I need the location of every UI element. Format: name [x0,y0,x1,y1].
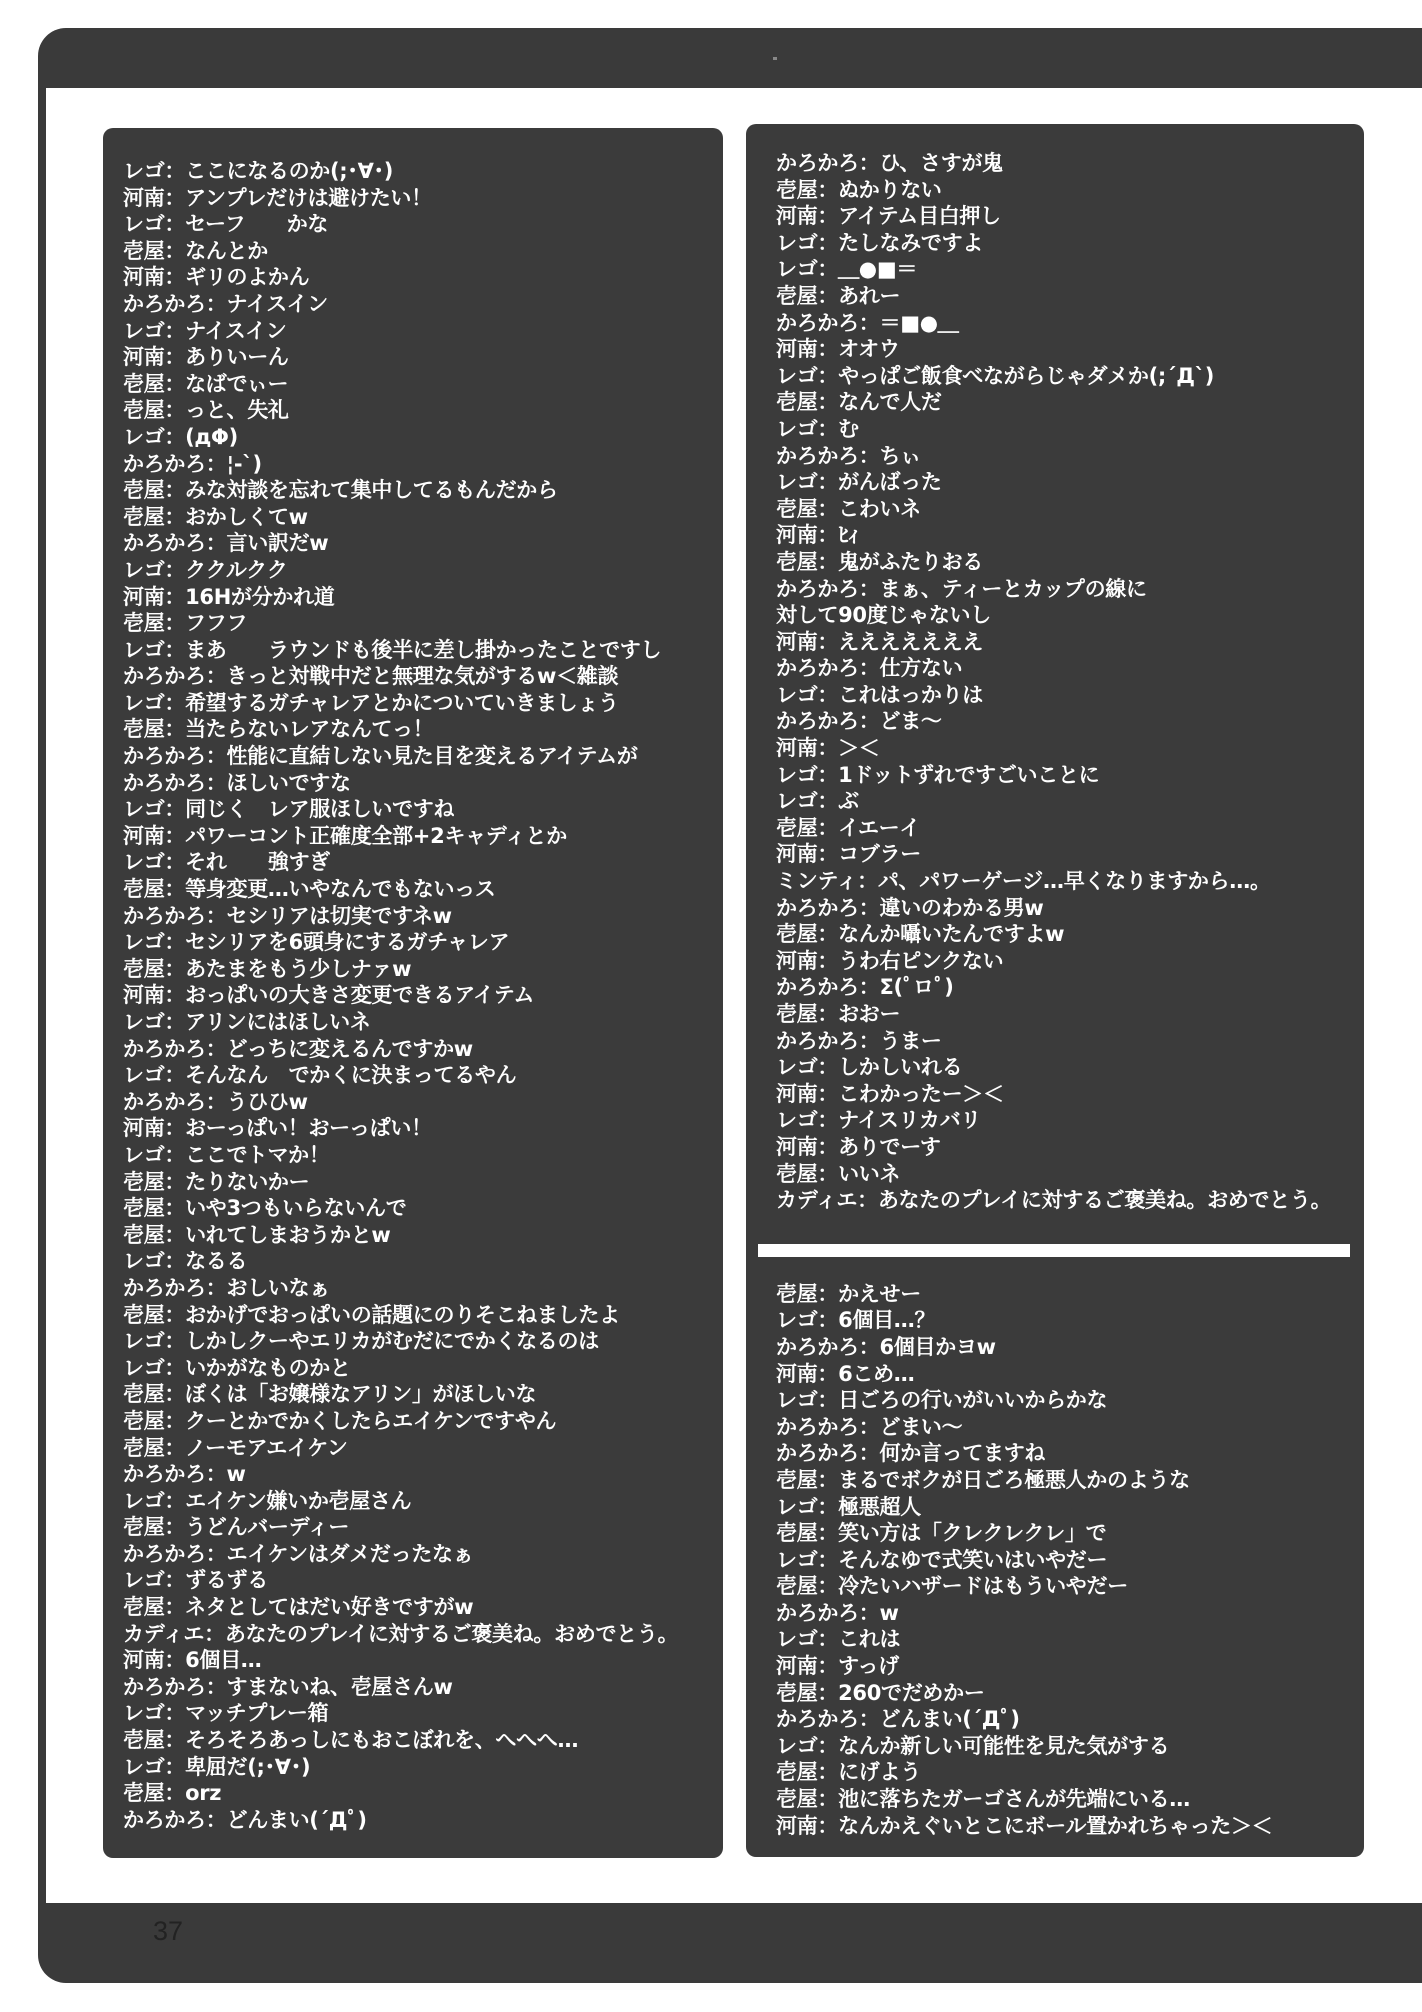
chat-line: レゴ：しかしいれる [776,1055,963,1080]
chat-line: かろかろ：言い訳だw [123,531,329,556]
chat-line: 壱屋：笑い方は「クレクレクレ」で [776,1521,1107,1546]
chat-line: 河南：16Hが分かれ道 [123,584,335,609]
chat-line: かろかろ：うひひw [123,1089,308,1114]
chat-line: レゴ：ここでトマか！ [123,1142,330,1167]
chat-line: 壱屋：そろそろあっしにもおこぼれを、へへへ… [123,1728,579,1753]
chat-line: 壱屋：orz [123,1781,222,1806]
chat-line: かろかろ：どっちに変えるんですかw [123,1036,473,1061]
chat-line: 壱屋：ぼくは「お嬢様なアリン」がほしいな [123,1382,537,1407]
chat-line: レゴ：それ 強すぎ [123,850,330,875]
chat-line: 壱屋：260でだめかー [776,1680,985,1705]
chat-line: 河南：なんかえぐいとこにボール置かれちゃった＞＜ [776,1813,1273,1838]
chat-line: 壱屋：なばでぃー [123,371,289,396]
chat-line: かろかろ：どま～ [776,709,942,734]
chat-line: かろかろ：Σ(ﾟロﾟ) [776,975,954,1000]
chat-line: かろかろ：¦-`) [123,451,262,476]
chat-line: かろかろ：おしいなぁ [123,1275,330,1300]
chat-line: レゴ：セシリアを6頭身にするガチャレア [123,930,510,955]
chat-line: 河南：パワーコント正確度全部+2キャディとか [123,823,567,848]
chat-line: 河南：ギリのよかん [123,265,310,290]
chat-line: 壱屋：フフフ [123,611,248,636]
chat-line: かろかろ：ちぃ [776,443,921,468]
chat-line: レゴ：む [776,416,859,441]
chat-line: レゴ：同じく レア服ほしいですね [123,797,455,822]
chat-line: 河南：おーっぱい！おーっぱい！ [123,1116,432,1141]
chat-line: レゴ：これはっかりは [776,682,983,707]
chat-line: かろかろ：まぁ、ティーとカップの線に [776,576,1147,601]
chat-line: 壱屋：冷たいハザードはもういやだー [776,1574,1128,1599]
page-number: 37 [153,1916,184,1946]
chat-line: レゴ：そんなゆで式笑いはいやだー [776,1547,1108,1572]
chat-line: かろかろ：エイケンはダメだったなぁ [123,1541,474,1566]
chat-line: レゴ：まあ ラウンドも後半に差し掛かったことですし [123,637,662,662]
chat-line: 河南：うわ右ピンクない [776,948,1004,973]
chat-line: 壱屋：かえせー [776,1281,921,1306]
chat-line: カディエ：あなたのプレイに対するご褒美ね。おめでとう。 [776,1188,1332,1213]
scan-mark [773,57,777,60]
chat-line: レゴ：ここになるのか(;･∀･) [123,159,394,183]
chat-line: 壱屋：なんか囁いたんですよw [776,922,1065,947]
chat-line: かろかろ：性能に直結しない見た目を変えるアイテムが [123,744,638,769]
chat-line: 河南：ありでーす [776,1134,941,1159]
chat-line: 壱屋：おかしくてw [123,504,308,529]
chat-line: 壱屋：いれてしまおうかとw [123,1222,391,1247]
chat-line: レゴ：マッチプレー箱 [123,1701,329,1726]
chat-line: レゴ：なんか新しい可能性を見た気がする [776,1733,1170,1758]
chat-line: レゴ：＿●■＝ [776,257,918,282]
chat-line: かろかろ：どまい～ [776,1414,963,1439]
chat-line: 壱屋：こわいネ [776,496,921,521]
chat-line: 河南：アンプレだけは避けたい！ [123,185,432,210]
chat-line: かろかろ：どんまい(´Дﾟ) [123,1807,367,1832]
chat-panel-left [103,128,723,1858]
chat-line: かろかろ：きっと対戦中だと無理な気がするw＜雑談 [123,664,619,689]
chat-line: かろかろ：w [776,1600,899,1625]
chat-line: 壱屋：池に落ちたガーゴさんが先端にいる… [776,1787,1190,1812]
chat-line: 壱屋：当たらないレアなんてっ！ [123,717,434,742]
chat-line: レゴ：6個目…？ [776,1308,936,1333]
chat-line: 壱屋：イエーイ [776,815,921,840]
chat-line: ミンティ：パ、パワーゲージ…早くなりますから…。 [776,869,1271,894]
chat-group-top [776,150,1354,1214]
chat-line: レゴ：これは [776,1627,901,1652]
chat-line: レゴ：希望するガチャレアとかについていきましょう [123,690,619,715]
chat-line: かろかろ：すまないね、壱屋さんw [123,1674,453,1699]
chat-line: レゴ：しかしクーやエリカがむだにでかくなるのは [123,1329,599,1354]
chat-line: 壱屋：いや3つもいらないんで [123,1196,407,1221]
chat-line: レゴ：卑屈だ(;･∀･) [123,1754,311,1779]
chat-line: レゴ：ずるずる [123,1568,268,1593]
chat-line: レゴ：(дΦ) [123,424,238,449]
chat-line: 壱屋：いいネ [776,1161,901,1186]
chat-line: レゴ：1ドットずれですごいことに [776,762,1100,787]
chat-line: かろかろ：ほしいですな [123,770,351,795]
chat-line: かろかろ：仕方ない [776,656,963,681]
chat-line: 壱屋：にげよう [776,1760,921,1785]
chat-line: かろかろ：どんまい(´Дﾟ) [776,1707,1020,1732]
chat-panel-right [746,124,1364,1857]
chat-line: レゴ：アリンにはほしいネ [123,1010,371,1034]
chat-line: 壱屋：等身変更…いやなんでもないっス [123,877,496,902]
chat-line: 壱屋：うどんバーディー [123,1515,350,1540]
chat-line: 河南：オオウ [776,337,900,362]
divider [758,1244,1350,1257]
chat-line: 河南：えええええええ [776,629,983,654]
chat-line: かろかろ：ナイスイン [123,291,328,316]
chat-line: かろかろ：6個目かヨw [776,1334,996,1359]
chat-line: レゴ：いかがなものかと [123,1355,351,1380]
chat-line: かろかろ：ひ、さすが鬼 [776,151,1003,175]
chat-line: レゴ：ナイスイン [123,318,287,343]
chat-line: 壱屋：おかげでおっぱいの話題にのりそこねましたよ [123,1302,620,1327]
chat-line: 壱屋：ぬかりない [776,177,942,202]
chat-line: かろかろ：w [123,1462,246,1487]
chat-line: レゴ：セーフ かな [123,212,329,237]
chat-line: 壱屋：ネタとしてはだい好きですがw [123,1595,474,1620]
chat-group-bottom [776,1281,1354,1839]
chat-line: かろかろ：何か言ってますね [776,1441,1046,1466]
chat-line: 壱屋：鬼がふたりおる [776,549,983,574]
chat-line: 壱屋：まるでボクが日ごろ極悪人かのような [776,1467,1190,1492]
chat-line: 河南：すっげ [776,1654,899,1679]
chat-line: 壱屋：みな対談を忘れて集中してるもんだから [123,478,558,503]
chat-line: 壱屋：たりないかー [123,1169,310,1194]
chat-line: 対して90度じゃないし [776,603,991,628]
chat-line: カディエ：あなたのプレイに対するご褒美ね。おめでとう。 [123,1621,679,1646]
chat-line: かろかろ：うまー [776,1028,942,1053]
chat-line: かろかろ：違いのわかる男w [776,895,1044,920]
chat-line: 壱屋：なんとか [123,238,268,263]
chat-line: 河南：＞＜ [776,736,880,761]
chat-line: レゴ：なるる [123,1249,248,1274]
chat-line: レゴ：ぶ [776,789,859,814]
chat-line: レゴ：日ごろの行いがいいからかな [776,1388,1108,1413]
chat-line: 壱屋：っと、失礼 [123,398,289,423]
chat-line: レゴ：極悪超人 [776,1494,921,1519]
chat-line: 河南：コブラー [776,842,921,867]
chat-line: 壱屋：あれー [776,283,901,308]
chat-line: レゴ：エイケン嫌いか壱屋さん [123,1488,412,1513]
chat-line: レゴ：がんばった [776,470,942,495]
chat-line: 河南：6こめ… [776,1361,915,1386]
chat-line: かろかろ：セシリアは切実ですネw [123,903,452,928]
chat-line: 壱屋：クーとかでかくしたらエイケンですやん [123,1408,557,1433]
chat-line: 河南：おっぱいの大きさ変更できるアイテム [123,983,535,1008]
chat-line: レゴ：やっぱご飯食べながらじゃダメか(;´Д`) [776,363,1215,388]
chat-line: レゴ：ククルクク [123,557,288,582]
chat-line: 壱屋：おおー [776,1002,901,1026]
chat-line: 河南：アイテム目白押し [776,204,1001,229]
chat-line: 壱屋：なんで人だ [776,390,942,415]
chat-line: かろかろ：＝■●＿ [776,310,959,335]
chat-line: レゴ：ナイスリカバリ [776,1108,982,1133]
chat-line: 河南：こわかったー＞＜ [776,1081,1004,1106]
chat-line: 壱屋：ノーモアエイケン [123,1435,348,1460]
chat-line: レゴ：たしなみですよ [776,230,983,255]
chat-line: レゴ：そんなん でかくに決まってるやん [123,1063,517,1088]
chat-line: 河南：6個目… [123,1648,262,1673]
chat-line: 河南：ありいーん [123,345,289,370]
chat-line: 河南：ﾋｨ [776,523,859,548]
chat-line: 壱屋：あたまをもう少しナァw [123,956,412,981]
